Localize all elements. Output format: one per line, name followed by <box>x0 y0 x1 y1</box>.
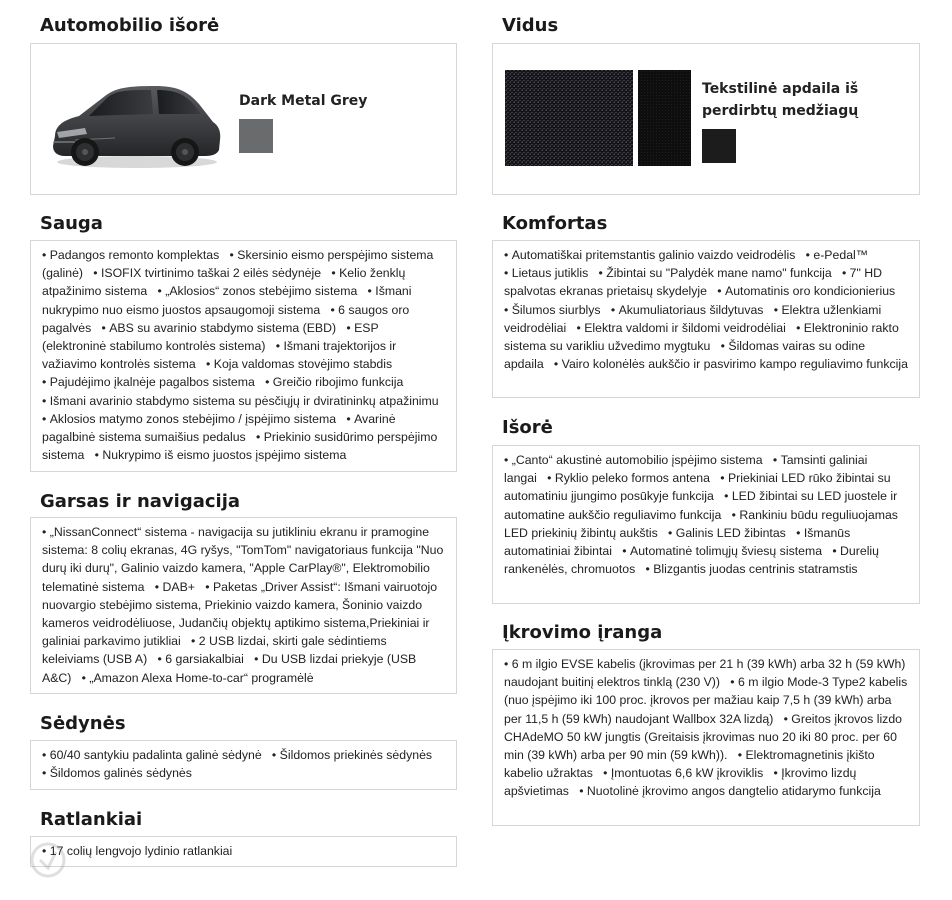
bullet-icon: • <box>265 375 273 390</box>
bullet-icon: • <box>720 471 728 486</box>
feature-text: Nukrypimo iš eismo juostos įspėjimo sistema <box>102 448 347 463</box>
bullet-icon: • <box>773 766 782 781</box>
feature-item <box>599 266 832 280</box>
garsas-list <box>31 518 456 687</box>
feature-text: e-Pedal™ <box>813 248 869 262</box>
bullet-icon: • <box>191 634 199 649</box>
bullet-icon: • <box>805 248 814 262</box>
feature-item <box>42 375 255 389</box>
ikrovimo-title: Įkrovimo įranga <box>502 622 663 643</box>
bullet-icon: • <box>841 266 850 281</box>
bullet-icon: • <box>101 320 110 335</box>
bullet-icon: • <box>772 453 781 467</box>
feature-text: Šildomas vairas su odine apdaila <box>504 339 866 372</box>
ratlankiai-title: Ratlankiai <box>40 809 143 830</box>
feature-text: Automatiškai pritemstantis galinio vaizdo veidrodėlis <box>511 248 796 262</box>
exterior-color-swatch[interactable] <box>239 119 273 153</box>
feature-item <box>265 375 403 389</box>
feature-item <box>42 412 336 426</box>
feature-text: DAB+ <box>162 579 195 594</box>
feature-text: 2 USB lizdai, skirti gale sėdintiems keleiviams (USB A) <box>42 634 387 667</box>
exterior-box <box>30 43 457 195</box>
interior-box <box>492 43 920 195</box>
feature-text: Skersinio eismo perspėjimo sistema (galinė) <box>42 248 434 281</box>
sauga-list <box>31 241 456 464</box>
bullet-icon: • <box>42 748 50 762</box>
bullet-icon: • <box>254 652 262 667</box>
feature-item <box>504 453 763 467</box>
bullet-icon: • <box>504 657 512 671</box>
feature-text: Elektroninio rakto sistema su varikliu užvedimo mygtuku <box>504 320 899 354</box>
car-image <box>45 74 225 174</box>
feature-text: Automatinis oro kondicionierius <box>725 284 896 299</box>
sedynes-list <box>31 741 456 782</box>
feature-text: ABS su avarinio stabdymo sistema (EBD) <box>109 320 337 335</box>
exterior-color-name: Dark Metal Grey <box>239 93 368 109</box>
feature-text: 6 garsiakalbiai <box>165 652 244 667</box>
bullet-icon: • <box>94 448 103 463</box>
feature-text: Tamsinti galiniai langai <box>504 453 868 486</box>
garsas-box <box>30 517 457 694</box>
feature-text: ESP (elektroninė stabilumo kontrolės sistema) <box>42 320 379 354</box>
bullet-icon: • <box>154 579 163 594</box>
bullet-icon: • <box>42 375 50 390</box>
feature-text: „NissanConnect“ sistema - navigacija su jutikliniu ekranu ir pramogine sistema: 8 colių ekranas, 4G ryšys, "TomTom" navigatoriaus funkcija "Nuo durų iki durų", Galinio vaizdo kamera, "Apple CarPlay®", Elektromobilio telematinė sistema <box>42 525 444 594</box>
feature-text: Padangos remonto komplektas <box>49 248 220 262</box>
feature-text: Kelio ženklų atpažinimo sistema <box>42 266 406 299</box>
bullet-icon: • <box>157 284 166 299</box>
feature-item <box>806 248 868 262</box>
bullet-icon: • <box>42 248 50 262</box>
feature-text: Du USB lizdai priekyje (USB A&C) <box>42 652 417 685</box>
sauga-title: Sauga <box>40 213 103 234</box>
feature-text: Išmani avarinio stabdymo sistema su pėsčiųjų ir dviratininkų atpažinimu <box>49 393 439 408</box>
feature-item <box>547 471 710 485</box>
garsas-title: Garsas ir navigacija <box>40 491 241 512</box>
feature-item <box>646 562 858 576</box>
bullet-icon: • <box>205 579 213 594</box>
bullet-icon: • <box>346 320 355 335</box>
feature-text: Išmani nukrypimo nuo eismo juostos apsaugomoji sistema <box>42 284 412 317</box>
feature-item <box>42 748 262 762</box>
feature-item <box>42 766 192 780</box>
feature-item <box>93 266 321 280</box>
feature-text: Įmontuotas 6,6 kW įkroviklis <box>610 766 764 781</box>
feature-item <box>611 303 764 317</box>
feature-item <box>42 844 232 858</box>
bullet-icon: • <box>42 766 50 781</box>
bullet-icon: • <box>724 489 732 504</box>
bullet-icon: • <box>504 248 512 262</box>
sedynes-box <box>30 740 457 790</box>
isore-box <box>492 445 920 604</box>
feature-text: Išmanūs automatiniai žibintai <box>504 525 851 559</box>
bullet-icon: • <box>42 525 50 539</box>
feature-item <box>504 248 795 262</box>
interior-fabric-image <box>505 70 691 166</box>
bullet-icon: • <box>773 302 782 317</box>
feature-text: Lietaus jutiklis <box>511 266 589 281</box>
feature-text: 6 m ilgio Mode-3 Type2 kabelis (nuo įspėjimo iki 100 proc. įkrovos per mažiau kaip 7,5 h (39 kWh) arba per 11,5 h (59 kWh) naudojant Wallbox 32A lizdą) <box>504 675 908 726</box>
feature-item <box>554 357 908 371</box>
bullet-icon: • <box>330 302 339 317</box>
feature-text: Priekiniai LED rūko žibintai su automatiniu įjungimo posūkyje funkcija <box>504 471 891 504</box>
feature-text: 17 colių lengvojo lydinio ratlankiai <box>49 844 233 858</box>
bullet-icon: • <box>796 525 804 540</box>
feature-item <box>603 766 763 780</box>
feature-text: Blizgantis juodas centrinis statramstis <box>653 562 858 577</box>
feature-item <box>157 652 243 666</box>
feature-item <box>101 321 336 335</box>
ikrovimo-list <box>493 650 919 801</box>
bullet-icon: • <box>737 748 746 763</box>
feature-text: ISOFIX tvirtinimo taškai 2 eilės sėdynėje <box>101 266 322 281</box>
ikrovimo-box <box>492 649 920 826</box>
komfortas-box <box>492 240 920 398</box>
feature-text: Ryklio peleko formos antena <box>554 471 710 486</box>
bullet-icon: • <box>275 339 284 354</box>
bullet-icon: • <box>645 562 654 577</box>
feature-item <box>95 448 347 462</box>
sedynes-title: Sėdynės <box>40 713 126 734</box>
feature-item <box>576 321 785 335</box>
bullet-icon: • <box>717 284 725 299</box>
bullet-icon: • <box>42 411 50 426</box>
bullet-icon: • <box>42 393 50 408</box>
ratlankiai-list <box>31 837 456 860</box>
sauga-box <box>30 240 457 472</box>
watermark-icon <box>28 840 68 880</box>
feature-text: Paketas „Driver Assist“: Išmani vairuotojo nuovargio stebėjimo sistema, Priekinio vaizdo kamera, Šoninio vaizdo kameros veidrodėliuose, Judančių objektų aptikimo sistema,Priekiniai ir galiniai parkavimo jutikliai <box>42 579 438 649</box>
feature-text: Išmani trajektorijos ir važiavimo kontrolės sistema <box>42 339 397 372</box>
bullet-icon: • <box>553 357 562 372</box>
bullet-icon: • <box>504 266 512 281</box>
bullet-icon: • <box>255 430 264 445</box>
feature-item <box>42 248 219 262</box>
bullet-icon: • <box>229 248 238 262</box>
feature-item <box>579 784 881 798</box>
bullet-icon: • <box>42 844 50 858</box>
feature-text: Elektromagnetinis įkišto kabelio užraktas <box>504 748 875 781</box>
feature-text: Elektra valdomi ir šildomi veidrodėliai <box>584 320 786 335</box>
ratlankiai-box <box>30 836 457 867</box>
feature-text: Galinis LED žibintas <box>675 525 786 540</box>
feature-text: Priekinio susidūrimo perspėjimo sistema <box>42 430 438 463</box>
bullet-icon: • <box>796 320 804 335</box>
feature-text: Žibintai su "Palydėk mane namo" funkcija <box>606 266 832 281</box>
bullet-icon: • <box>610 302 619 317</box>
bullet-icon: • <box>346 411 355 426</box>
feature-item <box>622 544 822 558</box>
feature-text: Elektra užlenkiami veidrodėliai <box>504 302 882 335</box>
feature-text: Akumuliatoriaus šildytuvas <box>618 302 764 317</box>
feature-item <box>206 357 392 371</box>
bullet-icon: • <box>331 266 340 281</box>
komfortas-list <box>493 241 919 373</box>
bullet-icon: • <box>622 544 630 559</box>
feature-text: Pajudėjimo įkalnėje pagalbos sistema <box>49 375 255 390</box>
feature-text: Šilumos siurblys <box>511 302 601 317</box>
feature-text: Įkrovimo lizdų apšvietimas <box>504 766 857 799</box>
feature-text: Nuotolinė įkrovimo angos dangtelio atidarymo funkcija <box>586 784 881 799</box>
bullet-icon: • <box>93 266 101 281</box>
feature-text: Durelių rankenėlės, chromuotos <box>504 544 880 577</box>
interior-swatch[interactable] <box>702 129 736 163</box>
bullet-icon: • <box>832 544 841 559</box>
bullet-icon: • <box>206 357 214 372</box>
feature-item <box>504 266 588 280</box>
komfortas-title: Komfortas <box>502 213 608 234</box>
feature-text: 6 saugos oro pagalvės <box>42 302 410 335</box>
feature-text: „Amazon Alexa Home-to-car“ programėlė <box>89 670 314 685</box>
bullet-icon: • <box>547 471 555 486</box>
feature-text: „Aklosios“ zonos stebėjimo sistema <box>165 284 358 299</box>
feature-text: Rankiniu būdu reguliuojamas LED priekinių žibintų aukštis <box>504 507 898 540</box>
feature-text: Šildomos priekinės sėdynės <box>279 748 433 762</box>
feature-text: „Canto“ akustinė automobilio įspėjimo sistema <box>511 453 763 467</box>
bullet-icon: • <box>598 266 607 281</box>
bullet-icon: • <box>579 784 587 799</box>
feature-item <box>155 580 195 594</box>
bullet-icon: • <box>668 525 676 540</box>
feature-item <box>272 748 432 762</box>
feature-text: LED žibintai su LED juostele ir automatine aukščio reguliavimo funkcija <box>504 489 898 522</box>
feature-text: Koja valdomas stovėjimo stabdis <box>213 357 393 372</box>
bullet-icon: • <box>271 748 280 762</box>
feature-item <box>158 284 358 298</box>
feature-item <box>668 526 786 540</box>
interior-name: Tekstilinė apdaila iš perdirbtų medžiagų <box>702 81 859 119</box>
bullet-icon: • <box>157 652 166 667</box>
bullet-icon: • <box>731 507 740 522</box>
feature-text: Greičio ribojimo funkcija <box>272 375 404 390</box>
interior-title: Vidus <box>502 15 559 36</box>
bullet-icon: • <box>504 453 512 467</box>
feature-text: 6 m ilgio EVSE kabelis (įkrovimas per 21 h (39 kWh) arba 32 h (59 kWh) naudojant buitinį elektros tinklą (230 V)) <box>504 657 906 690</box>
bullet-icon: • <box>504 302 512 317</box>
bullet-icon: • <box>603 766 611 781</box>
feature-text: Greitos įkrovos lizdo CHAdeMO 50 kW jungtis (Greitaisis įkrovimas nuo 20 iki 80 proc. per 60 min (39 kWh) arba per 90 min (59 kWh)). <box>504 711 903 763</box>
feature-text: Vairo kolonėlės aukščio ir pasvirimo kampo reguliavimo funkcija <box>561 357 908 372</box>
bullet-icon: • <box>783 711 792 726</box>
feature-text: Aklosios matymo zonos stebėjimo / įspėjimo sistema <box>49 411 337 426</box>
feature-text: Automatinė tolimųjų šviesų sistema <box>630 544 823 559</box>
feature-text: 60/40 santykiu padalinta galinė sėdynė <box>49 748 262 762</box>
bullet-icon: • <box>576 320 585 335</box>
feature-text: Šildomos galinės sėdynės <box>49 766 192 781</box>
exterior-title: Automobilio išorė <box>40 15 220 36</box>
isore-list <box>493 446 919 578</box>
isore-title: Išorė <box>502 417 553 438</box>
feature-text: 7" HD spalvotas ekranas prietaisų skydelyje <box>504 266 883 299</box>
bullet-icon: • <box>730 675 738 690</box>
bullet-icon: • <box>81 670 90 685</box>
bullet-icon: • <box>367 284 376 299</box>
bullet-icon: • <box>720 339 729 354</box>
feature-item <box>504 303 601 317</box>
feature-item <box>42 394 439 408</box>
feature-text: Avarinė pagalbinė sistema sumaišius pedalus <box>42 411 396 445</box>
feature-item <box>82 671 314 685</box>
feature-item <box>717 284 895 298</box>
